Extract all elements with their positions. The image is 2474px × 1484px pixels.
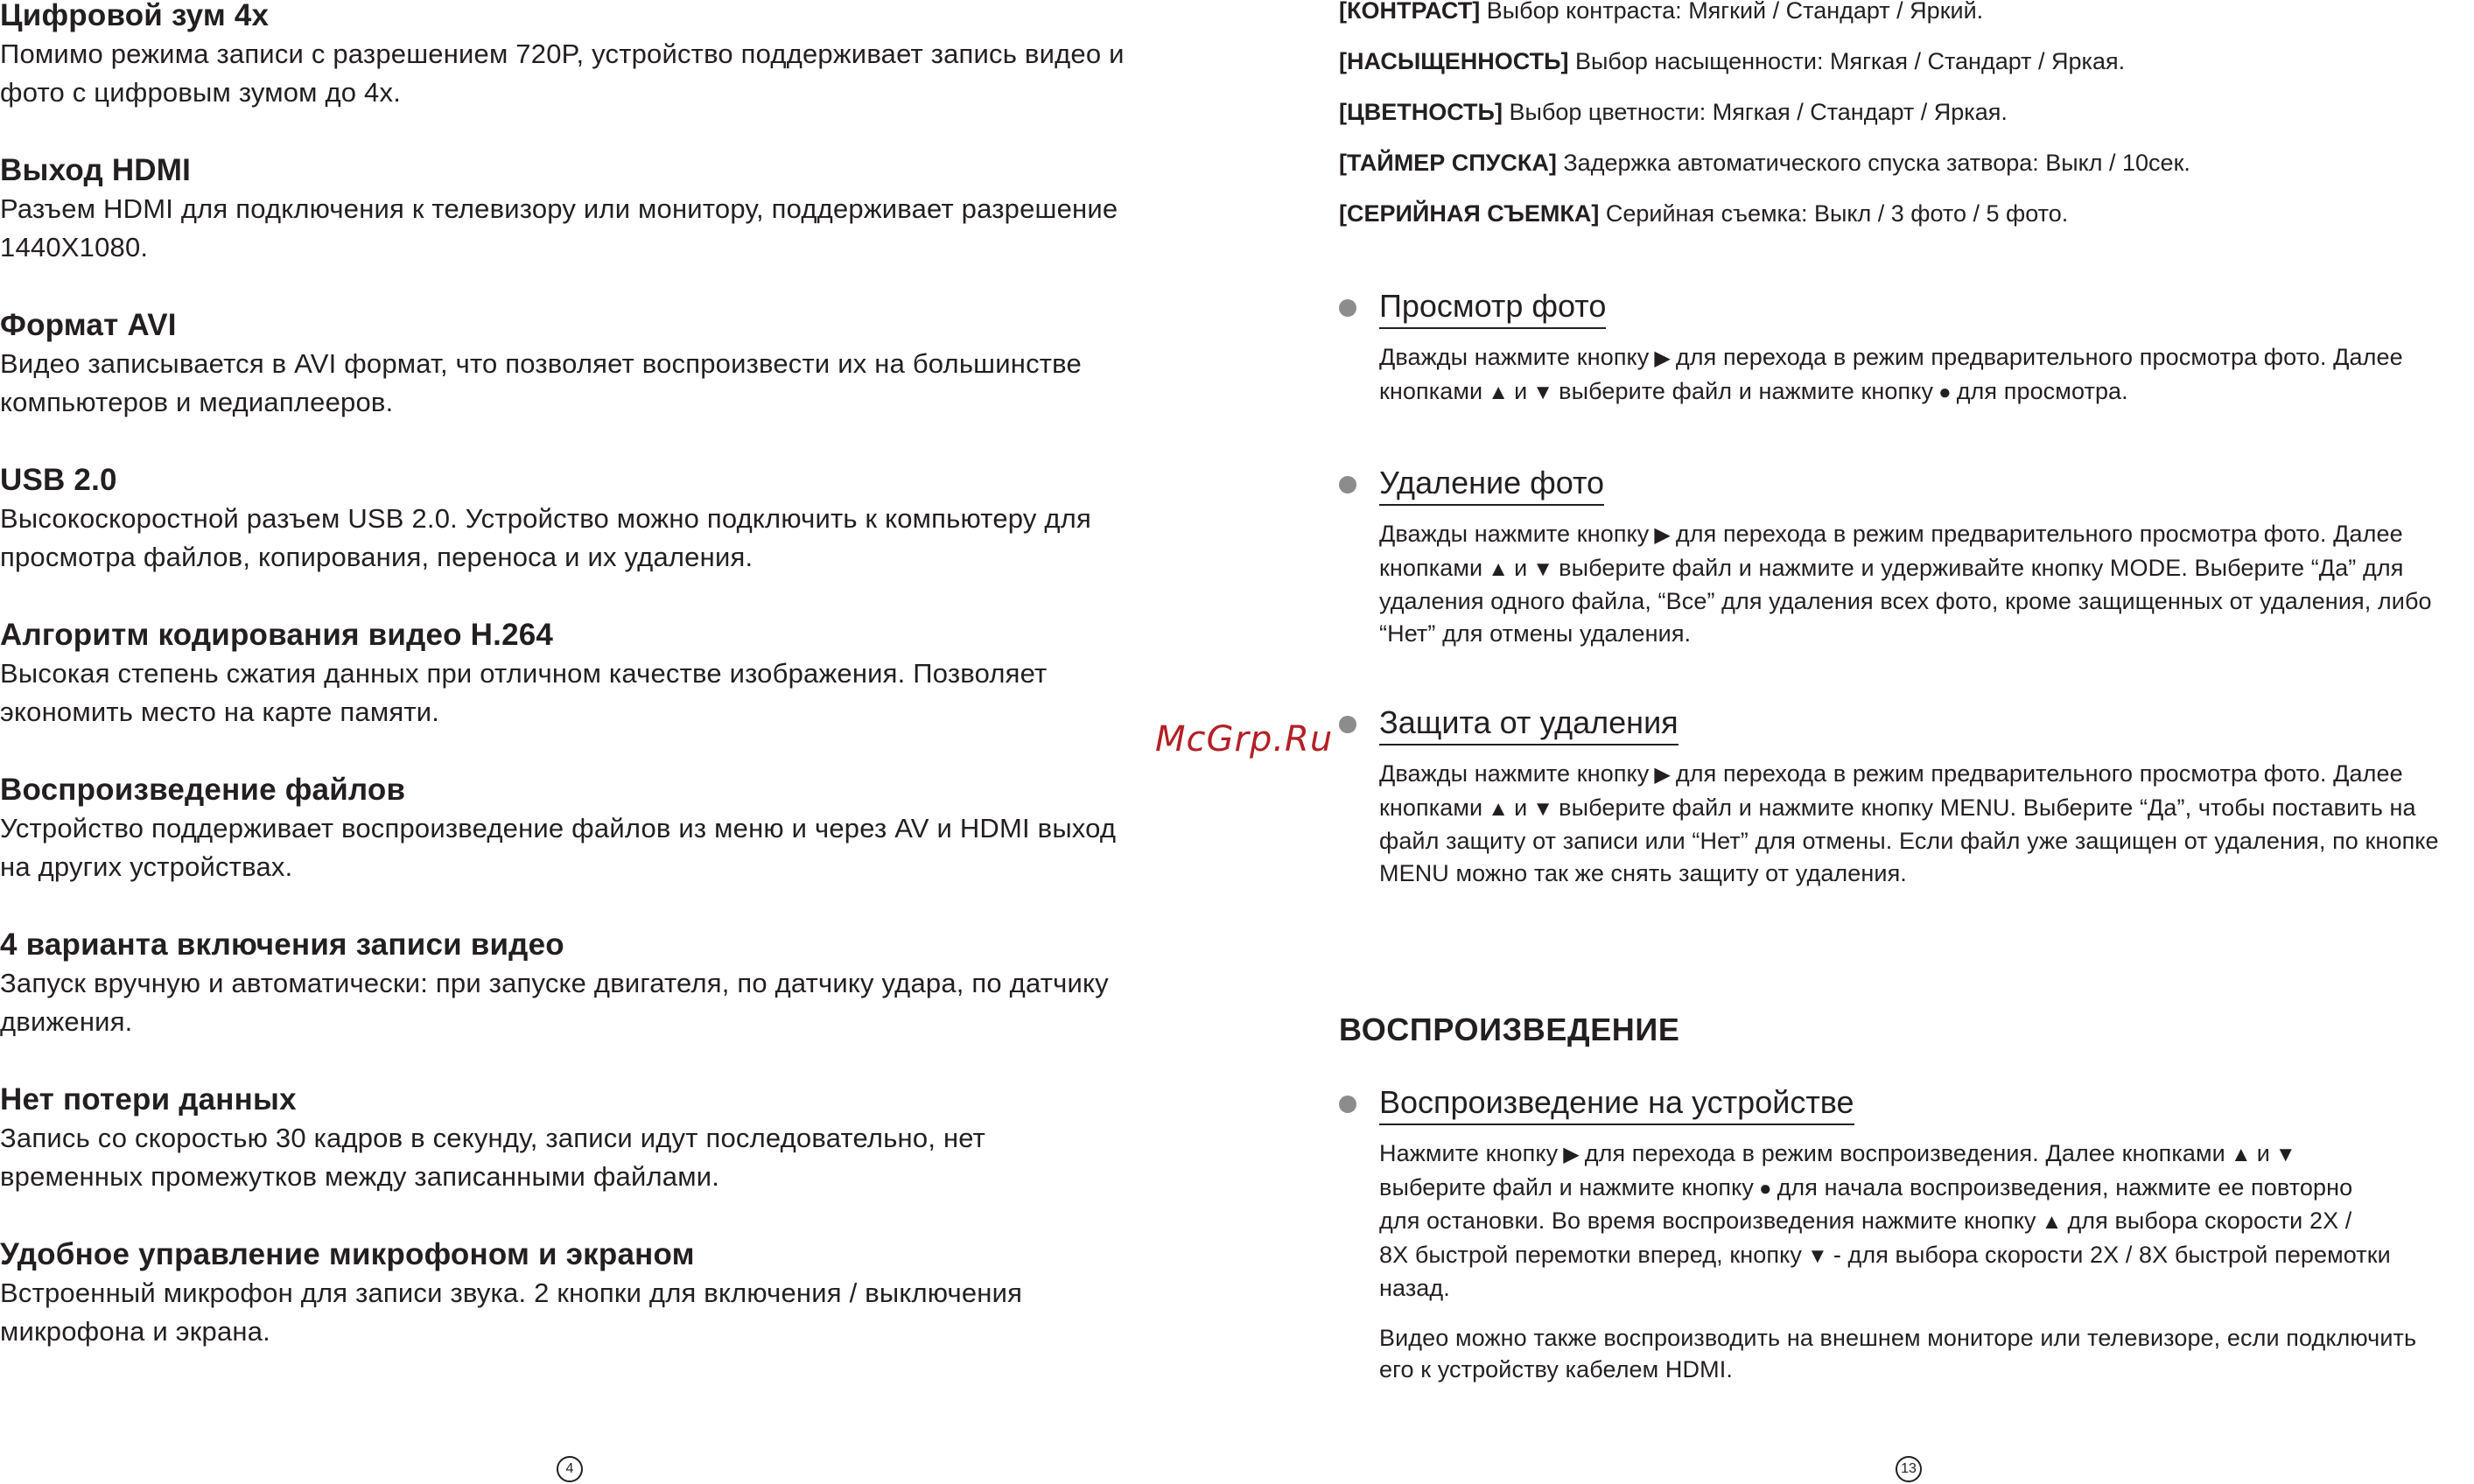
right-page <box>1339 0 2474 1484</box>
feature-body-line: компьютеров и медиаплееров. <box>0 387 394 417</box>
section-title: Удаление фото <box>1379 464 1604 506</box>
down-arrow-icon: ▼ <box>1806 1243 1828 1268</box>
setting-row <box>1339 200 2190 228</box>
up-arrow-icon: ▲ <box>2230 1143 2252 1166</box>
setting-row <box>1339 98 2190 127</box>
feature-item <box>0 616 1155 732</box>
up-arrow-icon: ▲ <box>1488 796 1510 821</box>
bullet-icon <box>1339 716 1356 733</box>
down-arrow-icon: ▼ <box>1532 796 1554 821</box>
setting-key: [ЦВЕТНОСТЬ] <box>1339 99 1503 125</box>
bullet-icon <box>1339 299 1356 317</box>
feature-body-line: Устройство поддерживает воспроизведение файлов из меню и через AV и HDMI выход <box>0 813 1117 844</box>
up-arrow-icon: ▲ <box>2041 1210 2063 1234</box>
feature-body-line: фото с цифровым зумом до 4х. <box>0 77 402 108</box>
feature-title: Формат AVI <box>0 308 177 342</box>
down-arrow-icon: ▼ <box>1532 380 1554 404</box>
feature-title: Нет потери данных <box>0 1082 297 1116</box>
feature-title: Выход HDMI <box>0 153 192 187</box>
ok-dot-icon: ● <box>1938 380 1952 404</box>
feature-body-line: Запуск вручную и автоматически: при запуске двигателя, по датчику удара, по датчику <box>0 968 1109 998</box>
feature-item <box>0 461 1155 577</box>
feature-body-line: Запись со скоростью 30 кадров в секунду, записи идут последовательно, нет <box>0 1123 986 1153</box>
setting-key: [НАСЫЩЕННОСТЬ] <box>1339 48 1569 74</box>
page-number-left: 4 <box>557 1456 583 1482</box>
setting-text: Выбор контраста: Мягкий / Стандарт / Яркий. <box>1480 0 1984 24</box>
feature-item <box>0 926 1155 1041</box>
section-body: Дважды нажмите кнопку ▶ для перехода в режим предварительного просмотра фото. Далее кнопками ▲ и ▼ выберите файл и нажмите кнопку ● для просмотра. <box>1379 341 2474 409</box>
feature-body-line: движения. <box>0 1006 133 1037</box>
play-icon: ▶ <box>1654 763 1671 787</box>
section-photo-view <box>1339 287 2474 409</box>
feature-item <box>0 0 1155 112</box>
feature-title: Алгоритм кодирования видео H.264 <box>0 618 554 652</box>
feature-body-line: микрофона и экрана. <box>0 1316 270 1347</box>
feature-body-line: на других устройствах. <box>0 851 293 882</box>
feature-item <box>0 306 1155 422</box>
setting-row <box>1339 149 2190 178</box>
section-body: Дважды нажмите кнопку ▶ для перехода в режим предварительного просмотра фото. Далее кнопками ▲ и ▼ выберите файл и нажмите кнопку MENU. Выберите “Да”, чтобы поставить на файл защиту от записи или “Нет” для отмены. Если файл уже защищен от удаления, по кнопке MENU можно так же снять защиту от удаления. <box>1379 760 2439 886</box>
up-arrow-icon: ▲ <box>1488 556 1510 581</box>
feature-body-line: Видео записывается в AVI формат, что позволяет воспроизвести их на большинстве <box>0 348 1082 379</box>
feature-title: 4 варианта включения записи видео <box>0 928 564 962</box>
play-icon: ▶ <box>1654 346 1671 370</box>
feature-body-line: просмотра файлов, копирования, переноса и их удаления. <box>0 542 753 572</box>
setting-row <box>1339 0 2190 25</box>
bullet-icon <box>1339 1096 1356 1113</box>
watermark: McGrp.Ru <box>1155 719 1334 760</box>
feature-item <box>0 1081 1155 1196</box>
setting-text: Выбор насыщенности: Мягкая / Стандарт / Яркая. <box>1568 48 2126 74</box>
section-photo-delete <box>1339 464 2474 649</box>
section-title: Воспроизведение на устройстве <box>1379 1083 1854 1125</box>
feature-body-line: Помимо режима записи с разрешением 720P, устройство поддерживает запись видео и <box>0 38 1125 69</box>
setting-key: [СЕРИЙНАЯ СЪЕМКА] <box>1339 200 1600 227</box>
feature-body-line: Высокоскоростной разъем USB 2.0. Устройство можно подключить к компьютеру для <box>0 503 1091 534</box>
feature-body-line: Встроенный микрофон для записи звука. 2 кнопки для включения / выключения <box>0 1278 1023 1308</box>
feature-item <box>0 1236 1155 1351</box>
down-arrow-icon: ▼ <box>1532 556 1554 581</box>
section-playback-device <box>1339 1083 2474 1386</box>
down-arrow-icon: ▼ <box>2274 1143 2296 1166</box>
feature-item <box>0 771 1155 886</box>
setting-text: Серийная съемка: Выкл / 3 фото / 5 фото. <box>1599 200 2069 227</box>
feature-body-line: временных промежутков между записанными файлами. <box>0 1161 720 1192</box>
section-photo-protect <box>1339 704 2474 889</box>
up-arrow-icon: ▲ <box>1488 380 1510 404</box>
feature-title: Воспроизведение файлов <box>0 773 406 807</box>
settings-list <box>1339 0 2190 250</box>
feature-title: Цифровой зум 4х <box>0 0 270 32</box>
feature-list <box>0 0 1155 1351</box>
feature-body-line: Разъем HDMI для подключения к телевизору или монитору, поддерживает разрешение <box>0 193 1118 224</box>
left-page <box>0 0 1155 1484</box>
feature-title: Удобное управление микрофоном и экраном <box>0 1237 695 1271</box>
feature-title: USB 2.0 <box>0 463 117 497</box>
play-icon: ▶ <box>1654 523 1671 547</box>
section-title: Просмотр фото <box>1379 287 1606 329</box>
section-body: Нажмите кнопку ▶ для перехода в режим воспроизведения. Далее кнопками ▲ и ▼ выберите файл и нажмите кнопку ● для начала воспроизведения, нажмите ее повторно для остановки. Во время воспроизведения нажмите кнопку ▲ для выбора скорости 2X / 8X быстрой перемотки вперед, кнопку ▼ - для выбора скорости 2X / 8X быстрой перемотки назад. Видео можно также воспроизводить на внешнем мониторе или телевизоре, если подключить его к устройству кабелем HDMI. <box>1379 1140 2417 1382</box>
setting-text: Выбор цветности: Мягкая / Стандарт / Яркая. <box>1502 99 2008 125</box>
setting-key: [ТАЙМЕР СПУСКА] <box>1339 150 1557 176</box>
feature-body-line: экономить место на карте памяти. <box>0 696 440 727</box>
ok-dot-icon: ● <box>1758 1176 1772 1200</box>
section-body: Дважды нажмите кнопку ▶ для перехода в режим предварительного просмотра фото. Далее кнопками ▲ и ▼ выберите файл и нажмите и удерживайте кнопку MODE. Выберите “Да” для удаления одного файла, “Все” для удаления всех фото, кроме защищенных от удаления, либо “Нет” для отмены удаления. <box>1379 521 2432 647</box>
section-title: Защита от удаления <box>1379 704 1679 746</box>
setting-key: [КОНТРАСТ] <box>1339 0 1481 24</box>
feature-item <box>0 151 1155 267</box>
play-icon: ▶ <box>1563 1143 1580 1166</box>
bullet-icon <box>1339 476 1356 494</box>
playback-heading: ВОСПРОИЗВЕДЕНИЕ <box>1339 1012 1680 1047</box>
setting-row <box>1339 47 2190 76</box>
page-number-right: 13 <box>1896 1456 1922 1482</box>
setting-text: Задержка автоматического спуска затвора: Выкл / 10сек. <box>1556 150 2190 176</box>
feature-body-line: 1440X1080. <box>0 232 149 262</box>
feature-body-line: Высокая степень сжатия данных при отличном качестве изображения. Позволяет <box>0 658 1048 689</box>
